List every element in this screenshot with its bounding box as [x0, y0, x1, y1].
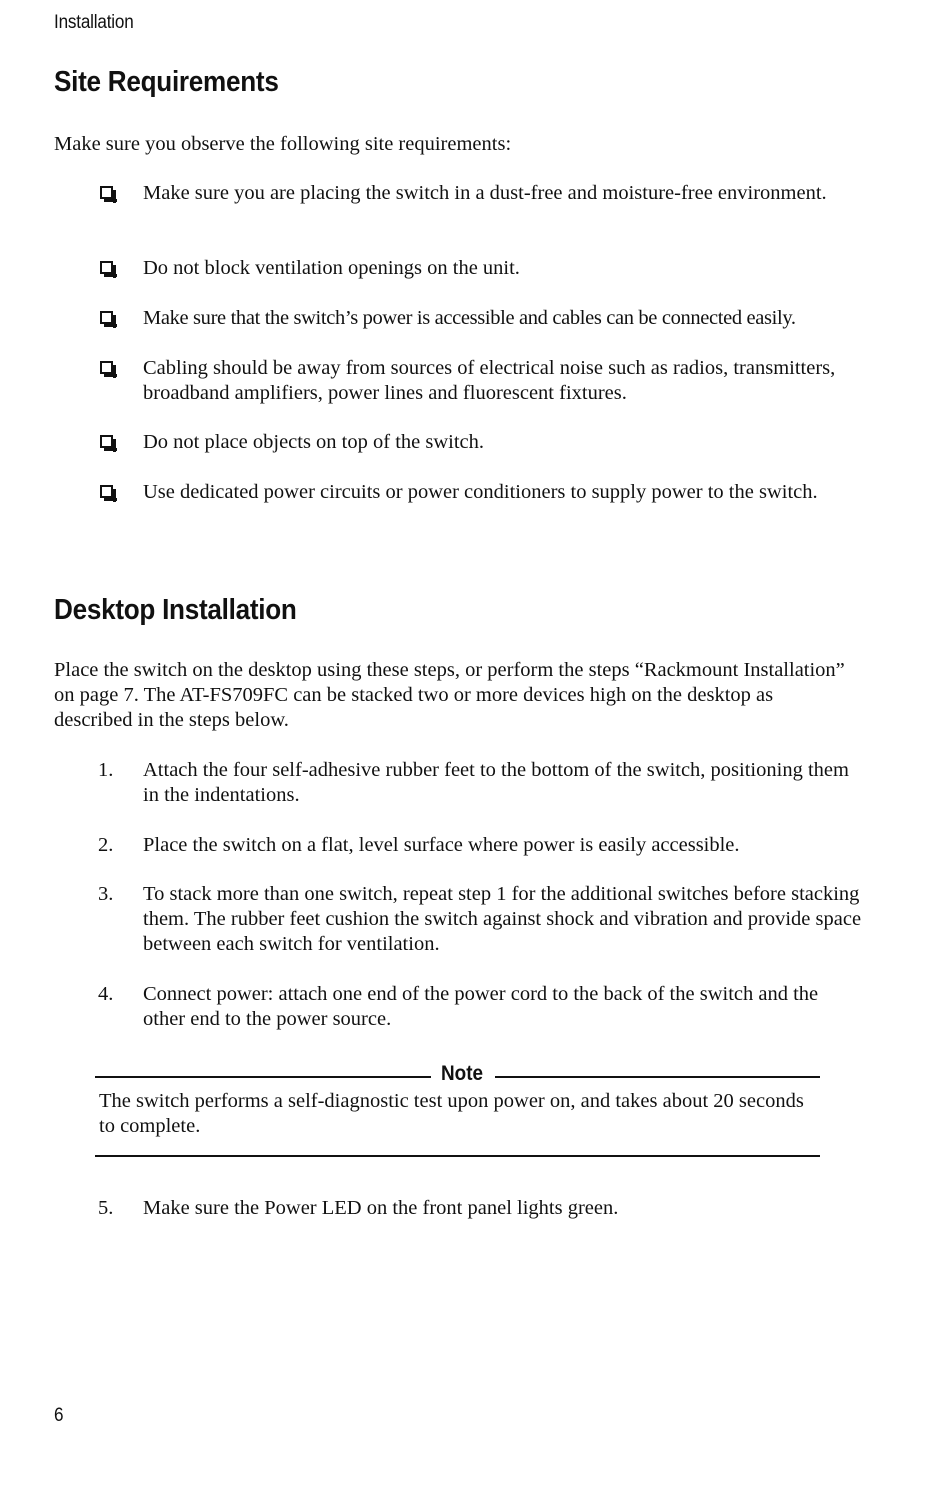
step-number: 2.: [98, 834, 114, 856]
desktop-installation-intro: Place the switch on the desktop using these steps, or perform the steps “Rackmount Installation” on page 7. The AT-FS709FC can be stacked two or more devices high on the desktop as described in the steps below.: [54, 659, 845, 731]
checkbox-bullet-icon: [100, 311, 113, 324]
step-number: 4.: [98, 983, 114, 1005]
list-item-text: Do not block ventilation openings on the unit.: [143, 257, 520, 279]
checkbox-bullet-icon: [100, 435, 113, 448]
step-text: Attach the four self-adhesive rubber feet to the bottom of the switch, positioning them in the indentations.: [143, 759, 849, 806]
note-divider: [95, 1155, 820, 1157]
running-header: Installation: [54, 12, 134, 33]
step-text: Place the switch on a flat, level surface where power is easily accessible.: [143, 834, 740, 856]
site-requirements-intro: Make sure you observe the following site requirements:: [54, 133, 512, 155]
checkbox-bullet-icon: [100, 485, 113, 498]
list-item-text: Make sure that the switch’s power is accessible and cables can be connected easily.: [143, 307, 796, 329]
list-item-text: Use dedicated power circuits or power conditioners to supply power to the switch.: [143, 481, 818, 503]
checkbox-bullet-icon: [100, 186, 113, 199]
list-item-text: Cabling should be away from sources of electrical noise such as radios, transmitters, broadband amplifiers, power lines and fluorescent fixtures.: [143, 357, 836, 404]
note-divider: [95, 1076, 431, 1078]
section-title-site-requirements: Site Requirements: [54, 66, 279, 98]
step-number: 1.: [98, 759, 114, 781]
list-item-text: Do not place objects on top of the switch.: [143, 431, 485, 453]
checkbox-bullet-icon: [100, 361, 113, 374]
page-number: 6: [54, 1405, 64, 1426]
section-title-desktop-installation: Desktop Installation: [54, 594, 297, 626]
step-number: 3.: [98, 883, 114, 905]
list-item-text: Make sure you are placing the switch in a dust-free and moisture-free environment.: [143, 182, 827, 204]
step-text: Make sure the Power LED on the front panel lights green.: [143, 1197, 619, 1219]
step-text: Connect power: attach one end of the power cord to the back of the switch and the other end to the power source.: [143, 983, 819, 1030]
step-number: 5.: [98, 1197, 114, 1219]
step-text: To stack more than one switch, repeat step 1 for the additional switches before stacking them. The rubber feet cushion the switch against shock and vibration and provide space between each switch for ventilation.: [143, 883, 862, 955]
note-divider: [495, 1076, 820, 1078]
note-label: Note: [441, 1062, 484, 1085]
note-text: The switch performs a self-diagnostic test upon power on, and takes about 20 seconds to complete.: [99, 1090, 804, 1137]
note-box: [95, 1062, 820, 1160]
checkbox-bullet-icon: [100, 261, 113, 274]
